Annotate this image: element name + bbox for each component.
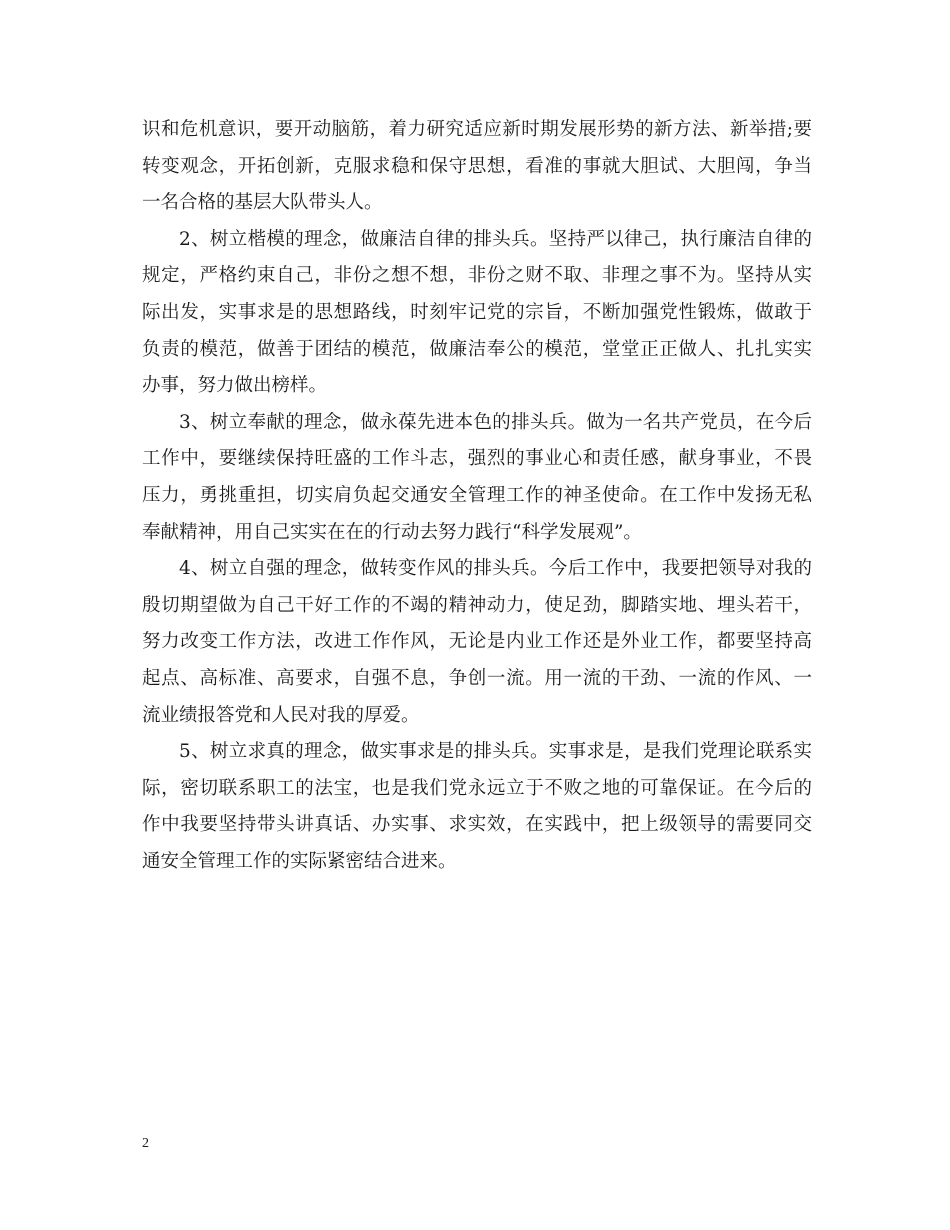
paragraph-2-line-4: 负责的模范，做善于团结的模范，做廉洁奉公的模范，堂堂正正做人、扎扎实实: [142, 338, 812, 360]
paragraph-4-line-3: 努力改变工作方法，改进工作作风，无论是内业工作还是外业工作，都要坚持高: [142, 631, 812, 653]
paragraph-3-line-1: 3、树立奉献的理念，做永葆先进本色的排头兵。做为一名共产党员，在今后: [179, 411, 812, 433]
paragraph-4-line-4: 起点、高标准、高要求，自强不息，争创一流。用一流的干劲、一流的作风、一: [142, 667, 812, 689]
paragraph-1-line-2: 转变观念，开拓创新，克服求稳和保守思想，看准的事就大胆试、大胆闯，争当: [142, 155, 812, 177]
paragraph-3-line-3: 压力，勇挑重担，切实肩负起交通安全管理工作的神圣使命。在工作中发扬无私: [142, 484, 812, 506]
paragraph-2-line-1: 2、树立楷模的理念，做廉洁自律的排头兵。坚持严以律己，执行廉洁自律的: [179, 228, 812, 250]
paragraph-5-line-2: 际，密切联系职工的法宝，也是我们党永远立于不败之地的可靠保证。在今后的: [142, 777, 812, 799]
paragraph-5-line-3: 作中我要坚持带头讲真话、办实事、求实效，在实践中，把上级领导的需要同交: [142, 814, 812, 836]
paragraph-2-line-5: 办事，努力做出榜样。: [142, 375, 328, 397]
paragraph-2-line-3: 际出发，实事求是的思想路线，时刻牢记党的宗旨，不断加强党性锻炼，做敢于: [142, 301, 812, 323]
paragraph-3-line-2: 工作中，要继续保持旺盛的工作斗志，强烈的事业心和责任感，献身事业，不畏: [142, 448, 812, 470]
paragraph-5-line-4: 通安全管理工作的实际紧密结合进来。: [142, 850, 457, 872]
paragraph-5-line-1: 5、树立求真的理念，做实事求是的排头兵。实事求是，是我们党理论联系实: [179, 741, 812, 763]
paragraph-4-line-5: 流业绩报答党和人民对我的厚爱。: [142, 704, 420, 726]
paragraph-4-line-2: 殷切期望做为自己干好工作的不竭的精神动力，使足劲，脚踏实地、埋头若干，: [142, 594, 812, 616]
paragraph-4-line-1: 4、树立自强的理念，做转变作风的排头兵。今后工作中，我要把领导对我的: [179, 558, 812, 580]
paragraph-1-line-1: 识和危机意识，要开动脑筋，着力研究适应新时期发展形势的新方法、新举措;要: [142, 119, 812, 140]
paragraph-2-line-2: 规定，严格约束自己，非份之想不想，非份之财不取、非理之事不为。坚持从实: [142, 265, 812, 287]
page-number: 2: [142, 1136, 149, 1151]
paragraph-3-line-4: 奉献精神，用自己实实在在的行动去努力践行“科学发展观”。: [142, 521, 642, 543]
paragraph-1-line-3: 一名合格的基层大队带头人。: [142, 192, 383, 214]
body-text: [142, 112, 812, 880]
